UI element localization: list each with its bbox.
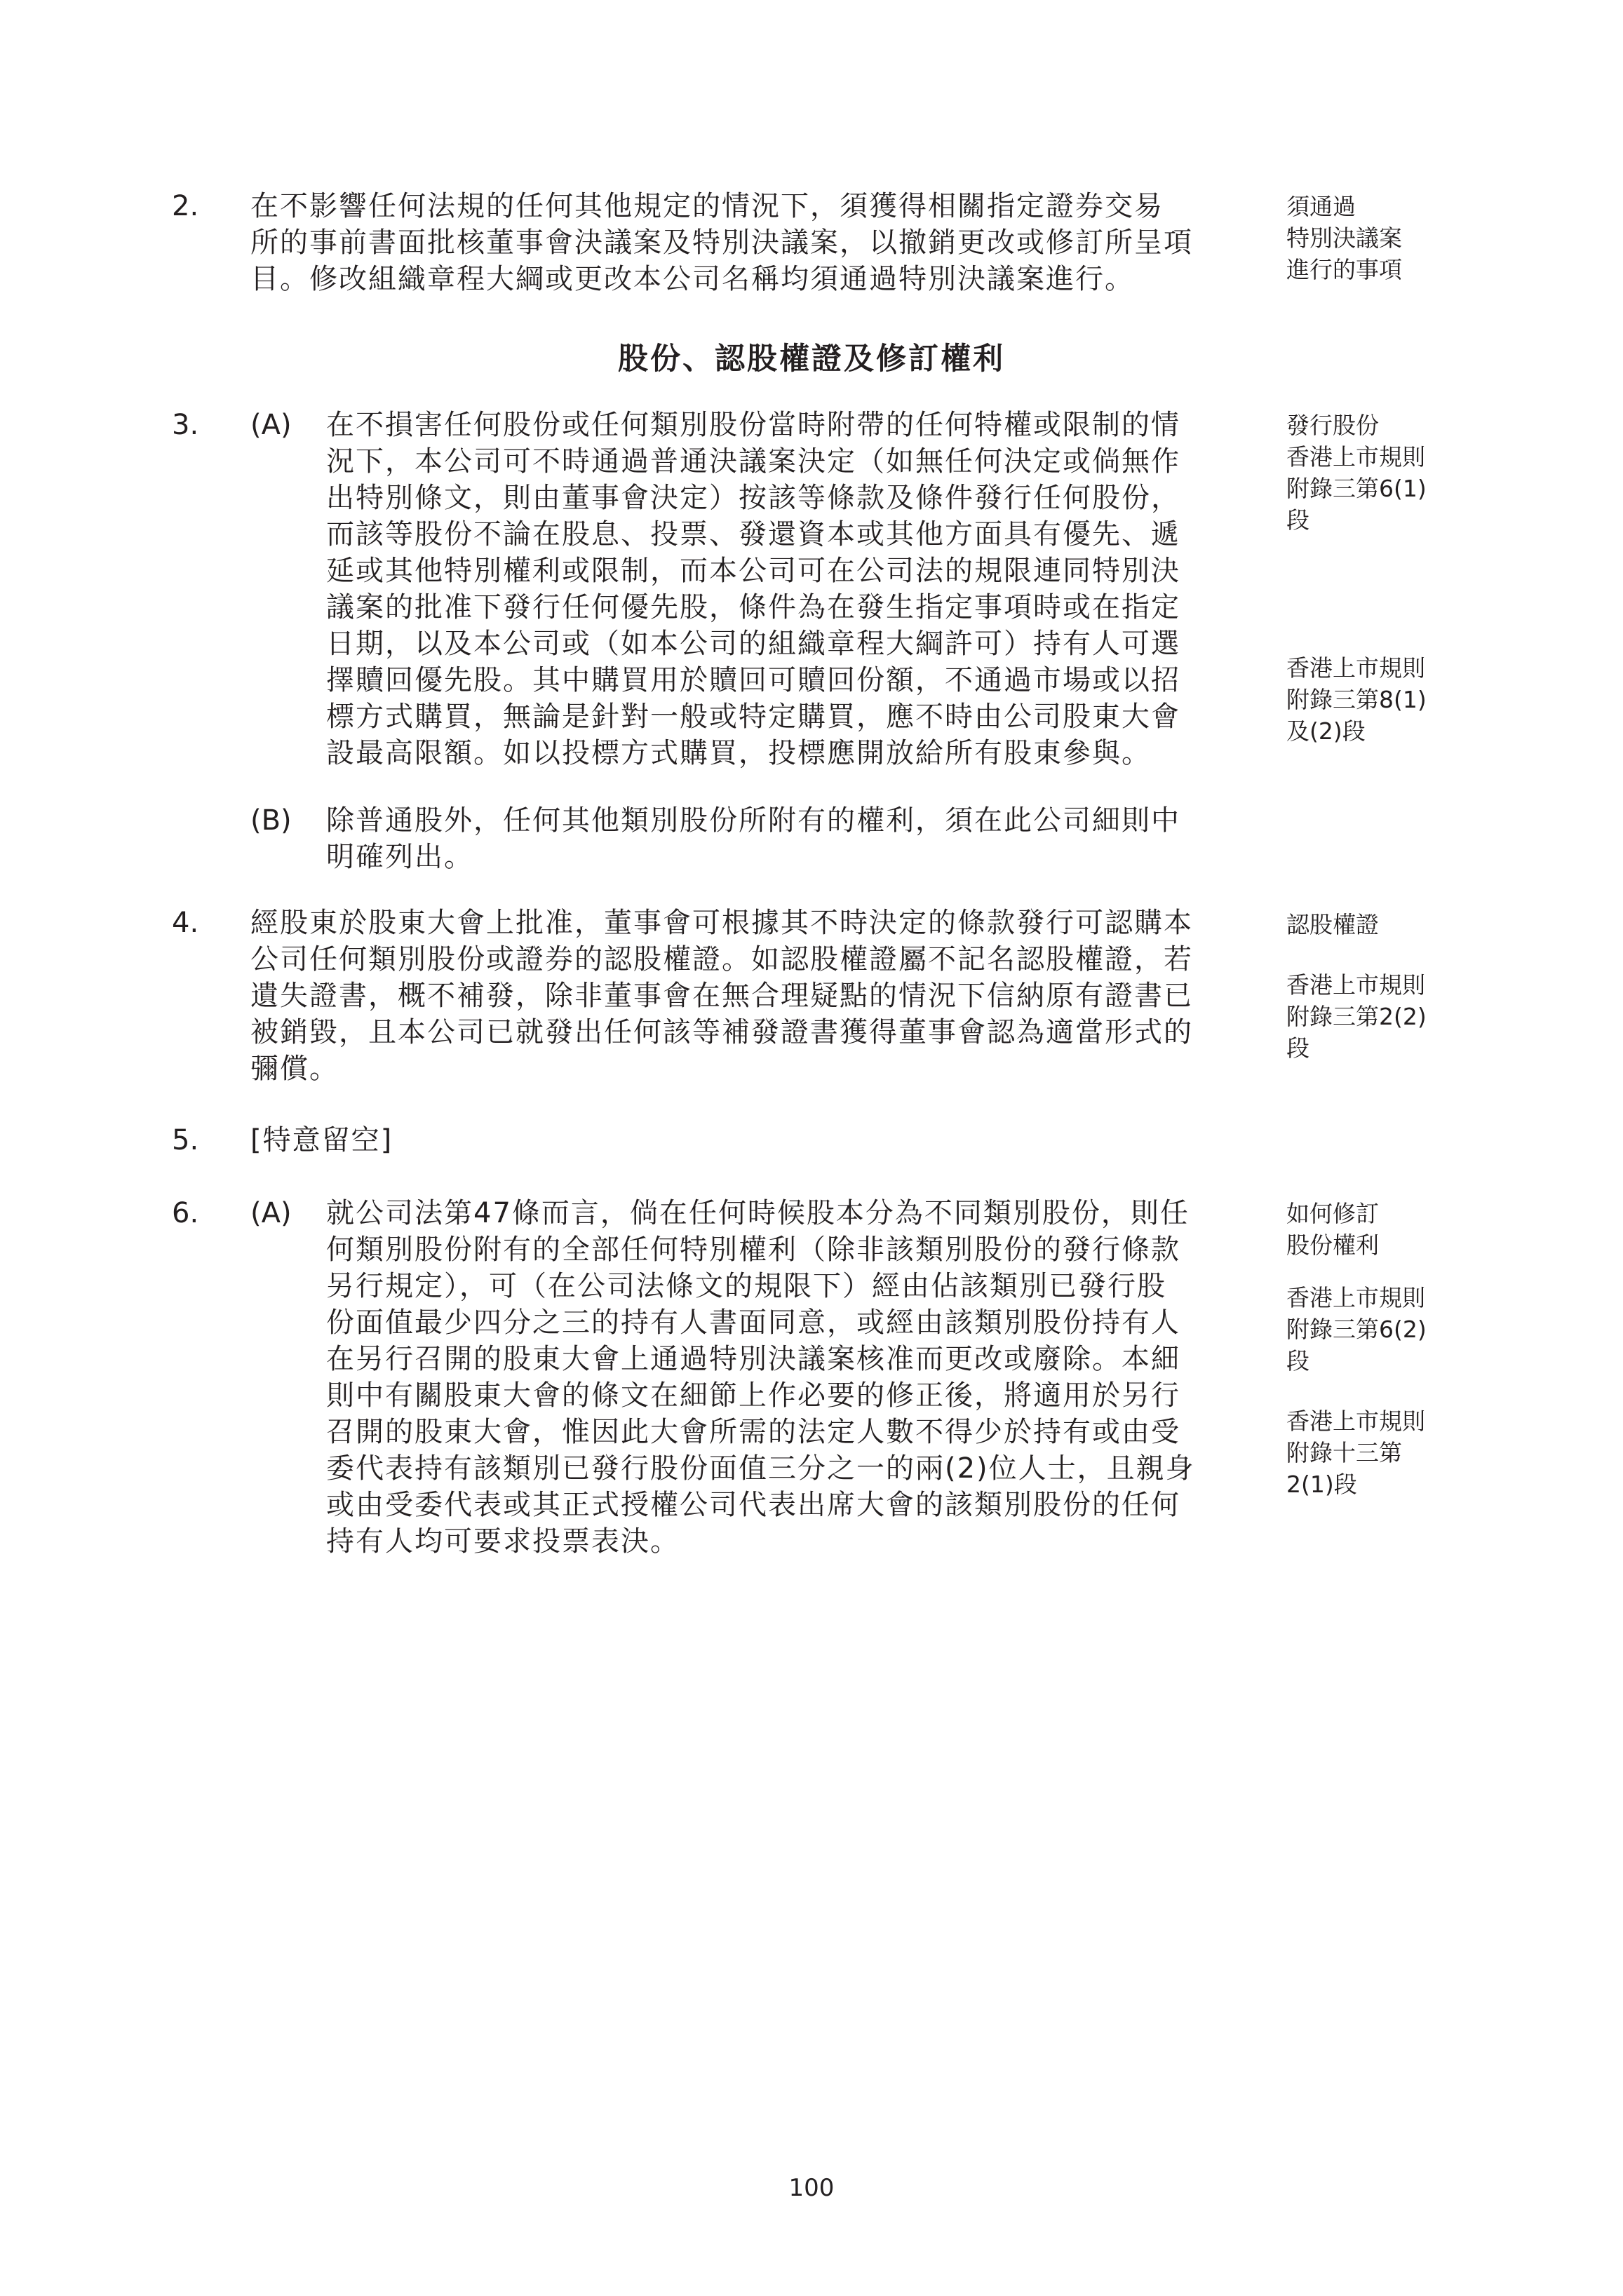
section-6a-line: 份面值最少四分之三的持有人書面同意，或經由該類別股份持有人: [326, 1306, 1180, 1339]
section-6-margin-note-2: [1286, 1282, 1448, 1377]
section-6a-line: 持有人均可要求投票表決。: [326, 1525, 680, 1558]
section-2-margin-note: [1286, 191, 1448, 285]
margin-note-line: 段: [1286, 1347, 1309, 1375]
section-3b-line: 除普通股外，任何其他類別股份所附有的權利，須在此公司細則中: [326, 804, 1180, 837]
section-4-margin-note-2: [1286, 969, 1448, 1064]
section-3a-line: 日期，以及本公司或（如本公司的組織章程大綱許可）持有人可選: [326, 628, 1180, 660]
section-3a-line: 延或其他特別權利或限制，而本公司可在公司法的規限連同特別決: [326, 555, 1180, 587]
section-6a-line: 或由受委代表或其正式授權公司代表出席大會的該類別股份的任何: [326, 1489, 1180, 1521]
section-6a-line: 何類別股份附有的全部任何特別權利（除非該類別股份的發行條款: [326, 1234, 1180, 1266]
section-3a-line: 出特別條文，則由董事會決定）按該等條款及條件發行任何股份，: [326, 482, 1180, 514]
section-3-margin-note-1: [1286, 410, 1448, 536]
section-2-number: 2.: [172, 190, 199, 222]
margin-note-line: 香港上市規則: [1286, 1284, 1425, 1311]
section-4-number: 4.: [172, 907, 199, 939]
section-6-margin-note-3: [1286, 1405, 1448, 1500]
margin-note-line: 段: [1286, 506, 1309, 534]
section-4-text: [250, 905, 1232, 1087]
margin-note-line: 特別決議案: [1286, 224, 1402, 252]
margin-note-line: 香港上市規則: [1286, 443, 1425, 471]
section-6-number: 6.: [172, 1197, 199, 1229]
section-2-text: [250, 188, 1232, 297]
margin-note-line: 認股權證: [1286, 911, 1379, 938]
section-6-margin-note-1: [1286, 1198, 1448, 1261]
section-3a-line: 議案的批准下發行任何優先股，條件為在發生指定事項時或在指定: [326, 591, 1180, 623]
section-3a-text: [326, 407, 1238, 771]
section-3a-line: 標方式購買，無論是針對一般或特定購買，應不時由公司股東大會: [326, 701, 1180, 733]
margin-note-line: 進行的事項: [1286, 256, 1402, 283]
section-4-line: 被銷毀，且本公司已就發出任何該等補發證書獲得董事會認為適當形式的: [250, 1016, 1193, 1048]
section-2-line: 所的事前書面批核董事會決議案及特別決議案，以撤銷更改或修訂所呈項: [250, 227, 1193, 259]
margin-note-line: 股份權利: [1286, 1231, 1379, 1259]
section-4-line: 彌償。: [250, 1053, 339, 1085]
margin-note-line: 附錄三第8(1): [1286, 686, 1427, 713]
section-6a-line: 就公司法第47條而言，倘在任何時候股本分為不同類別股份，則任: [326, 1197, 1190, 1229]
margin-note-line: 香港上市規則: [1286, 971, 1425, 999]
margin-note-line: 香港上市規則: [1286, 1407, 1425, 1435]
section-3a-line: 擇贖回優先股。其中購買用於贖回可贖回份額，不通過市場或以招: [326, 664, 1180, 696]
margin-note-line: 及(2)段: [1286, 717, 1366, 745]
margin-note-line: 附錄十三第: [1286, 1439, 1402, 1466]
margin-note-line: 發行股份: [1286, 412, 1379, 439]
section-3a-line: 設最高限額。如以投標方式購買，投標應開放給所有股東參與。: [326, 737, 1151, 769]
section-2-line: 目。修改組織章程大綱或更改本公司名稱均須通過特別決議案進行。: [250, 263, 1134, 295]
section-3b-label: (B): [250, 804, 292, 837]
section-4-line: 經股東於股東大會上批准，董事會可根據其不時決定的條款發行可認購本: [250, 907, 1193, 939]
section-6a-label: (A): [250, 1197, 292, 1229]
section-6a-text: [326, 1195, 1238, 1560]
margin-note-line: 附錄三第6(1): [1286, 475, 1427, 502]
margin-note-line: 香港上市規則: [1286, 654, 1425, 682]
section-4-margin-note-1: [1286, 909, 1448, 940]
section-3b-line: 明確列出。: [326, 841, 473, 873]
section-6a-line: 另行規定），可（在公司法條文的規限下）經由佔該類別已發行股: [326, 1270, 1166, 1302]
section-4-line: 公司任何類別股份或證券的認股權證。如認股權證屬不記名認股權證，若: [250, 943, 1193, 975]
section-3a-line: 在不損害任何股份或任何類別股份當時附帶的任何特權或限制的情: [326, 409, 1180, 441]
section-2-line: 在不影響任何法規的任何其他規定的情況下，須獲得相關指定證券交易: [250, 190, 1164, 222]
section-heading: 股份、認股權證及修訂權利: [618, 342, 1005, 377]
section-3-number: 3.: [172, 409, 199, 441]
section-4-line: 遺失證書，概不補發，除非董事會在無合理疑點的情況下信納原有證書已: [250, 980, 1193, 1012]
margin-note-line: 段: [1286, 1034, 1309, 1062]
section-5-text: [特意留空]: [250, 1124, 393, 1156]
margin-note-line: 如何修訂: [1286, 1200, 1379, 1227]
section-6a-line: 召開的股東大會，惟因此大會所需的法定人數不得少於持有或由受: [326, 1416, 1180, 1448]
margin-note-line: 2(1)段: [1286, 1471, 1357, 1498]
section-6a-line: 委代表持有該類別已發行股份面值三分之一的兩(2)位人士，且親身: [326, 1452, 1195, 1485]
margin-note-line: 附錄三第6(2): [1286, 1316, 1427, 1343]
section-3a-label: (A): [250, 409, 292, 441]
section-6a-line: 則中有關股東大會的條文在細節上作必要的修正後，將適用於另行: [326, 1379, 1180, 1412]
page-number: 100: [788, 2174, 835, 2202]
margin-note-line: 附錄三第2(2): [1286, 1003, 1427, 1030]
margin-note-line: 須通過: [1286, 193, 1356, 220]
section-3a-line: 而該等股份不論在股息、投票、發還資本或其他方面具有優先、遞: [326, 518, 1180, 551]
section-6a-line: 在另行召開的股東大會上通過特別決議案核准而更改或廢除。本細: [326, 1343, 1180, 1375]
section-3b-text: [326, 802, 1238, 875]
section-3a-line: 況下，本公司可不時通過普通決議案決定（如無任何決定或倘無作: [326, 445, 1180, 478]
section-5-number: 5.: [172, 1124, 199, 1156]
section-3-margin-note-2: [1286, 652, 1448, 747]
